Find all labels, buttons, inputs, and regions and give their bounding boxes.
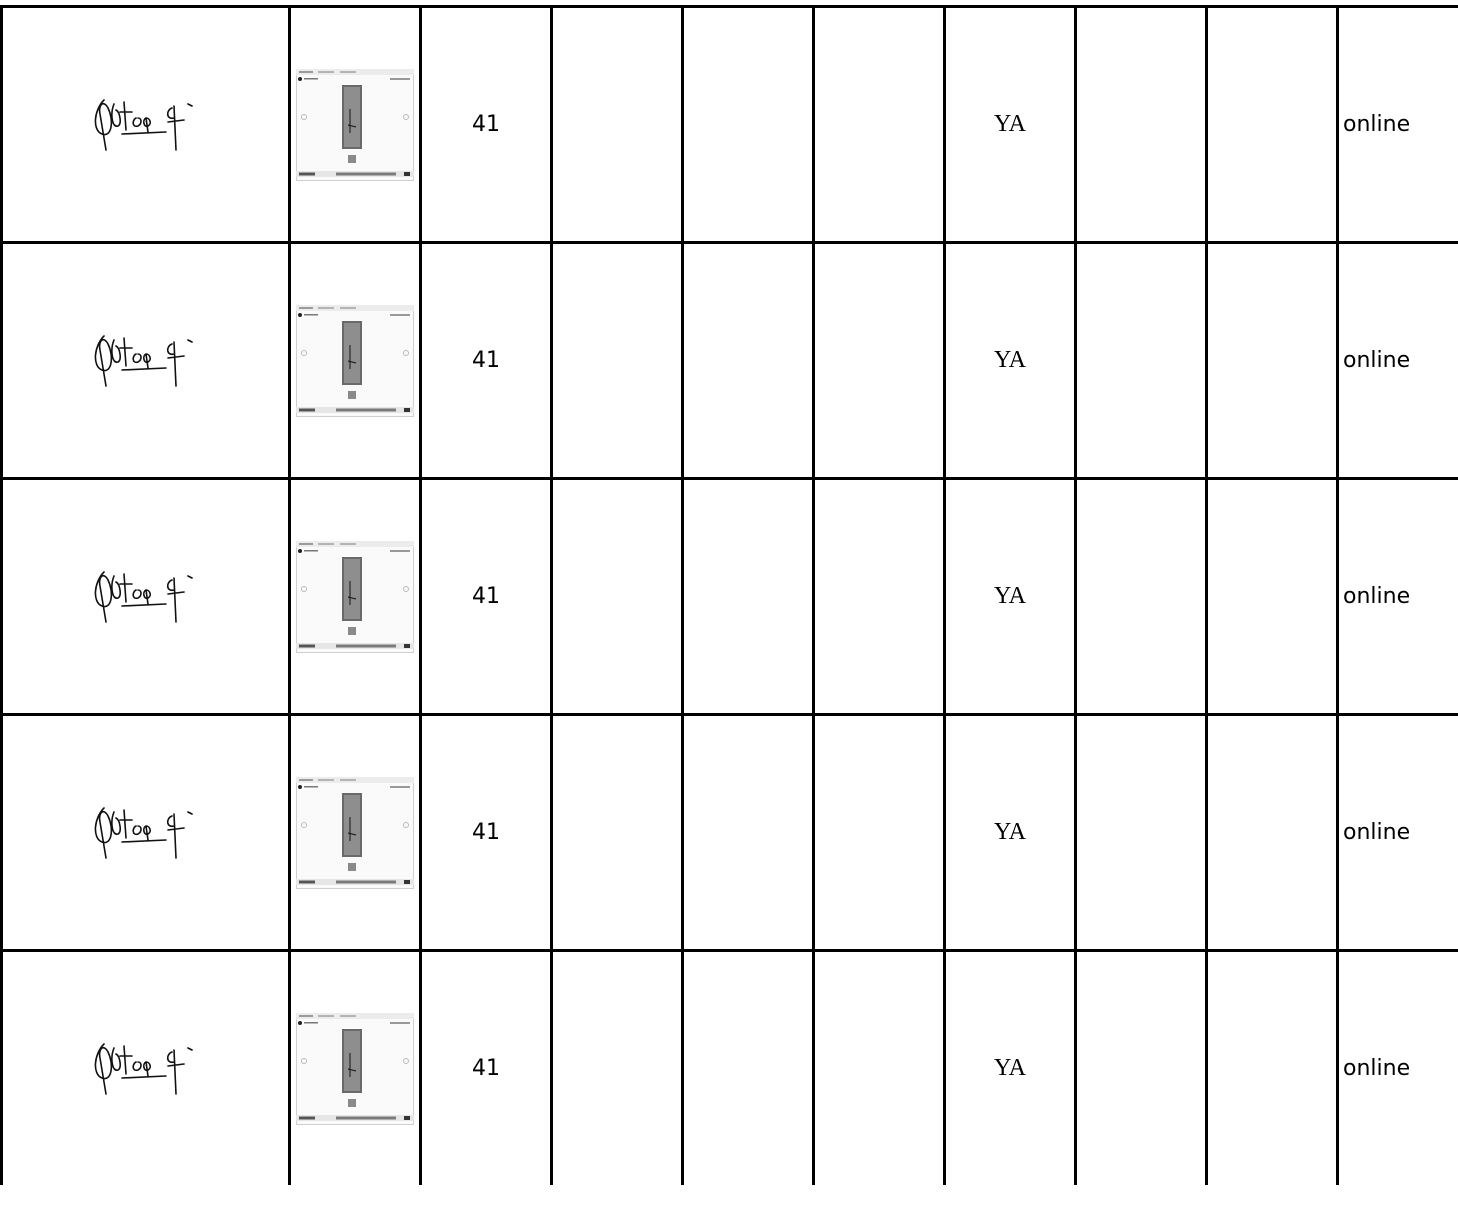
screenshot-cell [290, 7, 421, 243]
empty-cell [1076, 951, 1207, 1186]
status-cell [1338, 715, 1458, 951]
screenshot-thumbnail [296, 69, 414, 181]
empty-cell [814, 715, 945, 951]
signature-cell [2, 7, 290, 243]
empty-cell [683, 715, 814, 951]
number-cell [421, 479, 552, 715]
empty-cell [1207, 479, 1338, 715]
empty-cell [683, 7, 814, 243]
number-cell [421, 715, 552, 951]
row-number: 41 [472, 820, 500, 845]
row-number: 41 [472, 1056, 500, 1081]
code-cell [945, 951, 1076, 1186]
row-code: YA [993, 819, 1026, 845]
code-cell [945, 479, 1076, 715]
screenshot-thumbnail [296, 541, 414, 653]
row-code: YA [993, 111, 1026, 137]
empty-cell [814, 243, 945, 479]
signature-image [86, 90, 206, 160]
empty-cell [1207, 951, 1338, 1186]
signature-image [86, 562, 206, 632]
table-row [2, 479, 1458, 715]
signature-cell [2, 715, 290, 951]
empty-cell [552, 479, 683, 715]
empty-cell [1207, 243, 1338, 479]
screenshot-thumbnail [296, 305, 414, 417]
screenshot-thumbnail [296, 777, 414, 889]
empty-cell [1076, 479, 1207, 715]
attendance-table [0, 5, 1458, 1185]
row-number: 41 [472, 112, 500, 137]
row-status: online [1343, 820, 1411, 845]
screenshot-cell [290, 479, 421, 715]
code-cell [945, 715, 1076, 951]
code-cell [945, 7, 1076, 243]
table-row [2, 243, 1458, 479]
screenshot-thumbnail [296, 1013, 414, 1125]
signature-image [86, 798, 206, 868]
status-cell [1338, 479, 1458, 715]
empty-cell [552, 951, 683, 1186]
row-status: online [1343, 112, 1411, 137]
row-code: YA [993, 583, 1026, 609]
table-row [2, 715, 1458, 951]
row-number: 41 [472, 584, 500, 609]
empty-cell [814, 7, 945, 243]
signature-image [86, 326, 206, 396]
row-number: 41 [472, 348, 500, 373]
document-sheet [0, 5, 1458, 1212]
number-cell [421, 243, 552, 479]
screenshot-cell [290, 243, 421, 479]
row-code: YA [993, 347, 1026, 373]
empty-cell [683, 243, 814, 479]
empty-cell [1076, 243, 1207, 479]
empty-cell [683, 479, 814, 715]
empty-cell [814, 479, 945, 715]
signature-cell [2, 951, 290, 1186]
row-status: online [1343, 348, 1411, 373]
empty-cell [683, 951, 814, 1186]
empty-cell [1207, 715, 1338, 951]
number-cell [421, 951, 552, 1186]
empty-cell [1076, 7, 1207, 243]
signature-cell [2, 243, 290, 479]
row-status: online [1343, 1056, 1411, 1081]
number-cell [421, 7, 552, 243]
row-code: YA [993, 1055, 1026, 1081]
empty-cell [814, 951, 945, 1186]
empty-cell [552, 243, 683, 479]
empty-cell [552, 715, 683, 951]
signature-image [86, 1034, 206, 1104]
status-cell [1338, 243, 1458, 479]
table-row [2, 7, 1458, 243]
empty-cell [1207, 7, 1338, 243]
status-cell [1338, 951, 1458, 1186]
table-row [2, 951, 1458, 1186]
signature-cell [2, 479, 290, 715]
row-status: online [1343, 584, 1411, 609]
empty-cell [552, 7, 683, 243]
status-cell [1338, 7, 1458, 243]
empty-cell [1076, 715, 1207, 951]
code-cell [945, 243, 1076, 479]
screenshot-cell [290, 715, 421, 951]
screenshot-cell [290, 951, 421, 1186]
